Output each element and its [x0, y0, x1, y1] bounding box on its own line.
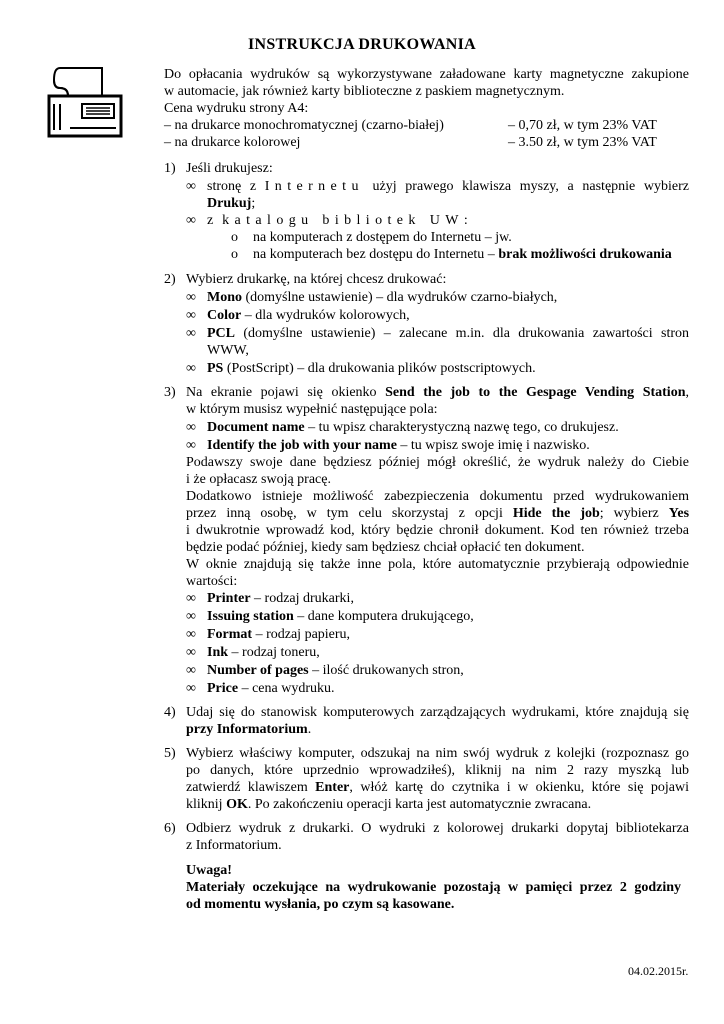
- list-item: Number of pages – ilość drukowanych stron,: [207, 663, 464, 678]
- paragraph-line: przez inną osobę, w tym celu skorzystaj z opcji Hide the job; wybierz Yes: [186, 506, 690, 521]
- price-mono-label: – na drukarce monochromatycznej (czarno-białej): [164, 118, 444, 133]
- sub-item: na komputerach z dostępem do Internetu – jw.: [253, 230, 512, 245]
- paragraph-line: Wybierz właściwy komputer, odszukaj na nim swój wydruk z kolejki (rozpoznasz go: [186, 746, 689, 761]
- price-mono-value: – 0,70 zł, w tym 23% VAT: [508, 118, 657, 133]
- price-color-value: – 3.50 zł, w tym 23% VAT: [508, 135, 657, 150]
- list-item: PS (PostScript) – dla drukowania plików postscriptowych.: [207, 361, 536, 376]
- note-line: od momentu wysłania, po czym są kasowane.: [186, 897, 455, 912]
- section-number: 4): [164, 705, 176, 720]
- list-item: Drukuj;: [207, 196, 256, 211]
- section-number: 5): [164, 746, 176, 761]
- price-color-label: – na drukarce kolorowej: [164, 135, 301, 150]
- bullet-icon: ∞: [186, 290, 196, 305]
- paragraph-line: w którym musisz wypełnić następujące pola:: [186, 402, 438, 417]
- circle-bullet-icon: o: [231, 230, 238, 245]
- bullet-icon: ∞: [186, 213, 196, 228]
- bullet-icon: ∞: [186, 663, 196, 678]
- paragraph-line: przy Informatorium.: [186, 722, 312, 737]
- section-heading: Jeśli drukujesz:: [186, 161, 273, 176]
- list-item: WWW,: [207, 343, 249, 358]
- paragraph-line: wartości:: [186, 574, 238, 589]
- section-number: 6): [164, 821, 176, 836]
- paragraph-line: z Informatorium.: [186, 838, 282, 853]
- paragraph-line: i dwukrotnie wprowadź kod, który będzie chronił dokument. Kod ten również trzeba: [186, 523, 689, 538]
- bullet-icon: ∞: [186, 645, 196, 660]
- section-number: 2): [164, 272, 176, 287]
- list-item: Issuing station – dane komputera drukującego,: [207, 609, 474, 624]
- intro-line: Do opłacania wydruków są wykorzystywane załadowane karty magnetyczne zakupione: [164, 67, 689, 82]
- bullet-icon: ∞: [186, 179, 196, 194]
- intro-line: w automacie, jak również karty biblioteczne z paskiem magnetycznym.: [164, 84, 565, 99]
- paragraph-line: Odbierz wydruk z drukarki. O wydruki z kolorowej drukarki dopytaj bibliotekarza: [186, 821, 689, 836]
- list-item: Price – cena wydruku.: [207, 681, 335, 696]
- section-heading: Wybierz drukarkę, na której chcesz drukować:: [186, 272, 447, 287]
- paragraph-line: Na ekranie pojawi się okienko Send the job to the Gespage Vending Station,: [186, 385, 689, 400]
- paragraph-line: po danych, które uprzednio wprowadziłeś), kliknij na nim 2 razy myszką lub: [186, 763, 689, 778]
- note-heading: Uwaga!: [186, 863, 232, 878]
- bullet-icon: ∞: [186, 308, 196, 323]
- bullet-icon: ∞: [186, 609, 196, 624]
- list-item: Color – dla wydruków kolorowych,: [207, 308, 410, 323]
- bullet-icon: ∞: [186, 326, 196, 341]
- intro-line: Cena wydruku strony A4:: [164, 101, 309, 116]
- bullet-icon: ∞: [186, 361, 196, 376]
- list-item: Document name – tu wpisz charakterystyczną nazwę tego, co drukujesz.: [207, 420, 619, 435]
- paragraph-line: Udaj się do stanowisk komputerowych zarządzających wydrukami, które znajdują się: [186, 705, 689, 720]
- circle-bullet-icon: o: [231, 247, 238, 262]
- paragraph-line: Dodatkowo istnieje możliwość zabezpieczenia dokumentu przed wydrukowaniem: [186, 489, 689, 504]
- printer-icon: [42, 66, 124, 138]
- bullet-icon: ∞: [186, 420, 196, 435]
- section-number: 3): [164, 385, 176, 400]
- paragraph-line: Podawszy swoje dane będziesz później mógł określić, że wydruk należy do Ciebie: [186, 455, 689, 470]
- list-item: Format – rodzaj papieru,: [207, 627, 351, 642]
- bullet-icon: ∞: [186, 591, 196, 606]
- paragraph-line: będzie podać później, kiedy sam będziesz chciał opłacić ten dokument.: [186, 540, 585, 555]
- list-item: Mono (domyślne ustawienie) – dla wydruków czarno-białych,: [207, 290, 558, 305]
- paragraph-line: i że opłacasz swoją pracę.: [186, 472, 331, 487]
- bullet-icon: ∞: [186, 627, 196, 642]
- bullet-icon: ∞: [186, 681, 196, 696]
- list-item: Printer – rodzaj drukarki,: [207, 591, 354, 606]
- sub-item: na komputerach bez dostępu do Internetu – brak możliwości drukowania: [253, 247, 672, 262]
- page-title: INSTRUKCJA DRUKOWANIA: [247, 36, 477, 53]
- list-item: Ink – rodzaj toneru,: [207, 645, 320, 660]
- document-date: 04.02.2015r.: [628, 964, 689, 978]
- paragraph-line: W oknie znajdują się także inne pola, które automatycznie przybierają odpowiednie: [186, 557, 689, 572]
- list-item: Identify the job with your name – tu wpisz swoje imię i nazwisko.: [207, 438, 590, 453]
- bullet-icon: ∞: [186, 438, 196, 453]
- paragraph-line: kliknij OK. Po zakończeniu operacji karta jest automatycznie zwracana.: [186, 797, 592, 812]
- section-number: 1): [164, 161, 176, 176]
- paragraph-line: zatwierdź klawiszem Enter, włóż kartę do czytnika i w okienku, które się pojawi: [186, 780, 689, 795]
- list-item: z katalogu bibliotek UW:: [207, 213, 468, 228]
- list-item: PCL (domyślne ustawienie) – zalecane m.in. dla drukowania zawartości stron: [207, 326, 689, 341]
- list-item: stronę z Internetu użyj prawego klawisza myszy, a następnie wybierz: [207, 179, 690, 194]
- note-line: Materiały oczekujące na wydrukowanie pozostają w pamięci przez 2 godziny: [186, 880, 681, 895]
